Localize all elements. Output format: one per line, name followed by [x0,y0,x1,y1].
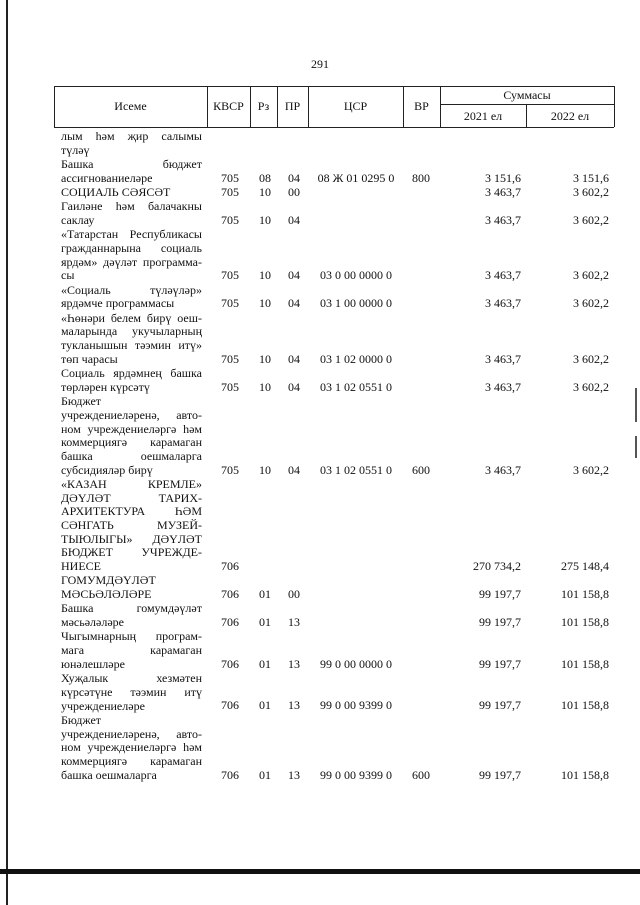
table-row [0,478,640,574]
row-name-line: Чыгымнарның програм- [61,629,202,644]
sum-2022-cell: 101 158,8 [561,615,609,630]
header-year-2022: 2022 ел [550,109,590,123]
row-name-line: «Һөнәри белем бирү оеш- [61,310,202,325]
sum-2021-cell: 3 463,7 [485,379,521,394]
sum-2022-cell: 3 602,2 [573,462,609,477]
pr-cell: 13 [288,698,300,713]
rz-cell: 10 [259,184,271,199]
row-name [61,130,202,157]
row-name-line: төп чарасы [61,351,118,366]
sum-2021-cell: 99 197,7 [479,767,521,782]
csr-cell: 08 Ж 01 0295 0 [317,170,395,185]
header-sums: Суммасы [503,88,551,102]
kvsr-cell: 705 [221,212,239,227]
pr-cell: 00 [288,587,300,602]
row-name-line: ГОМУМДӘҮЛӘТ [61,573,156,588]
kvsr-cell: 705 [221,170,239,185]
row-name-line: төрләрен күрсәтү [61,379,150,394]
sum-2022-cell: 101 158,8 [561,698,609,713]
row-name-line: учреждениеләренә, авто- [61,726,202,741]
csr-cell: 03 1 00 0000 0 [320,296,392,311]
pr-cell: 04 [288,212,300,227]
row-name-line: ДӘҮЛӘТ ТАРИХ- [61,490,202,505]
header-rz: Рз [257,99,270,113]
table-row [0,395,640,477]
header-name: Исеме [114,99,147,113]
row-name-line: ассигнованиеләре [61,170,153,185]
table-row [0,367,640,394]
sum-2022-cell: 3 602,2 [573,212,609,227]
row-name-line: НИЕСЕ [61,559,101,574]
row-name [61,158,202,185]
row-name-line: саклау [61,213,95,227]
table-row [0,672,640,713]
row-name-line: коммерциягә карамаган [61,753,202,768]
kvsr-cell: 705 [221,296,239,311]
kvsr-cell: 705 [221,462,239,477]
row-name [61,602,202,629]
vr-cell: 800 [412,170,430,185]
row-name-line: «Социаль түләүләр» [61,282,202,297]
row-name-line: СОЦИАЛЬ СӘЯСӘТ [61,185,171,199]
pr-cell: 04 [288,268,300,283]
row-name-line: АРХИТЕКТУРА ҺӘМ [61,504,202,519]
pr-cell: 04 [288,462,300,477]
sum-2022-cell: 3 602,2 [573,268,609,283]
sum-2021-cell: 99 197,7 [479,615,521,630]
kvsr-cell: 706 [221,615,239,630]
row-name-line: БЮДЖЕТ УЧРЕЖДЕ- [61,545,202,560]
table-row [0,574,640,601]
sum-2021-cell: 99 197,7 [479,587,521,602]
kvsr-cell: 706 [221,587,239,602]
table-row [0,312,640,367]
sum-2021-cell: 99 197,7 [479,698,521,713]
sum-2022-cell: 101 158,8 [561,587,609,602]
row-name-line: башка оешмаларга [61,767,157,782]
header-year-2021: 2021 ел [463,109,503,123]
table-row [0,714,640,783]
row-name-line: Социаль ярдәмнең башка [61,366,202,381]
row-name [61,574,202,601]
vr-cell: 600 [412,767,430,782]
row-name [61,672,202,713]
rz-cell: 08 [259,170,271,185]
kvsr-cell: 706 [221,698,239,713]
row-name [61,395,202,477]
rz-cell: 10 [259,462,271,477]
sum-2021-cell: 99 197,7 [479,656,521,671]
csr-cell: 99 0 00 0000 0 [320,656,392,671]
row-name [61,284,202,311]
row-name-line: башка оешмаларга [61,448,202,463]
sum-2021-cell: 3 463,7 [485,184,521,199]
sum-2021-cell: 3 151,6 [485,170,521,185]
table-row [0,228,640,283]
pr-cell: 13 [288,656,300,671]
row-name-line: учреждениеләре [61,698,145,713]
row-name-line: Башка гомумдәүләт [61,601,202,616]
row-name [61,714,202,783]
row-name-line: «КАЗАН КРЕМЛЕ» [61,476,202,491]
pr-cell: 04 [288,296,300,311]
csr-cell: 03 0 00 0000 0 [320,268,392,283]
row-name-line: субсидияләр бирү [61,462,153,477]
row-name-line: ярдәмче программасы [61,296,175,311]
sum-2021-cell: 3 463,7 [485,351,521,366]
row-name-line: Бюджет [61,394,102,409]
row-name-line: мага карамаган [61,643,202,658]
row-name-line: Бюджет [61,712,102,727]
table-row [0,284,640,311]
rz-cell: 01 [259,587,271,602]
row-name-line: Башка бюджет [61,157,202,171]
row-name-line: МӘСЬӘЛӘЛӘРЕ [61,587,152,602]
row-name [61,200,202,227]
table-row [0,200,640,227]
sum-2022-cell: 101 158,8 [561,767,609,782]
row-name-line: түләү [61,142,90,157]
sum-2022-cell: 3 151,6 [573,170,609,185]
kvsr-cell: 705 [221,268,239,283]
row-name-line: Хуҗалык хезмәтен [61,671,202,686]
csr-cell: 99 0 00 9399 0 [320,698,392,713]
rz-cell: 10 [259,379,271,394]
page-number: 291 [311,57,329,71]
row-name [61,186,202,200]
row-name [61,478,202,574]
sum-2021-cell: 3 463,7 [485,268,521,283]
kvsr-cell: 705 [221,379,239,394]
sum-2022-cell: 3 602,2 [573,351,609,366]
row-name-line: ном учреждениеләргә һәм [61,740,202,755]
kvsr-cell: 706 [221,656,239,671]
row-name-line: «Татарстан Республикасы [61,227,202,242]
rz-cell: 01 [259,767,271,782]
header-pr: ПР [284,99,301,113]
table-row [0,158,640,185]
row-name [61,367,202,394]
row-name-line: ярдәм» дәүләт программа- [61,254,202,269]
table-row [0,602,640,629]
rz-cell: 10 [259,296,271,311]
header-csr: ЦСР [343,99,368,113]
pr-cell: 04 [288,170,300,185]
table-row [0,630,640,671]
pr-cell: 04 [288,351,300,366]
row-name-line: коммерциягә карамаган [61,435,202,450]
csr-cell: 03 1 02 0551 0 [320,462,392,477]
rz-cell: 01 [259,615,271,630]
rz-cell: 01 [259,656,271,671]
row-name [61,630,202,671]
table-row [0,130,640,157]
kvsr-cell: 706 [221,559,239,574]
header-vr: ВР [414,99,429,113]
row-name-line: сы [61,268,75,283]
row-name [61,312,202,367]
csr-cell: 03 1 02 0551 0 [320,379,392,394]
sum-2022-cell: 3 602,2 [573,296,609,311]
row-name-line: маларында укучыларның [61,324,202,339]
sum-2022-cell: 3 602,2 [573,379,609,394]
row-name-line: күрсәтүне тәэмин итү [61,684,202,699]
rz-cell: 10 [259,351,271,366]
sum-2022-cell: 101 158,8 [561,656,609,671]
sum-2021-cell: 3 463,7 [485,462,521,477]
sum-2022-cell: 275 148,4 [561,559,609,574]
row-name-line: юнәлешләре [61,656,125,671]
pr-cell: 04 [288,379,300,394]
page-bottom-edge [0,869,640,874]
row-name-line: учреждениеләренә, авто- [61,407,202,422]
rz-cell: 10 [259,268,271,283]
row-name-line: ном учреждениеләргә һәм [61,421,202,436]
sum-2021-cell: 270 734,2 [473,559,521,574]
row-name-line: Гаиләне һәм балачакны [61,199,202,214]
table-row [0,186,640,200]
rz-cell: 01 [259,698,271,713]
row-name-line: мәсьәләләре [61,615,124,630]
vr-cell: 600 [412,462,430,477]
sum-2021-cell: 3 463,7 [485,212,521,227]
csr-cell: 99 0 00 9399 0 [320,767,392,782]
row-name-line: лым һәм җир салымы [61,129,202,143]
csr-cell: 03 1 02 0000 0 [320,351,392,366]
row-name [61,228,202,283]
rz-cell: 10 [259,212,271,227]
kvsr-cell: 706 [221,767,239,782]
pr-cell: 13 [288,767,300,782]
kvsr-cell: 705 [221,351,239,366]
pr-cell: 00 [288,184,300,199]
sum-2021-cell: 3 463,7 [485,296,521,311]
row-name-line: ТЫЮЛЫГЫ» ДӘҮЛӘТ [61,531,202,546]
row-name-line: гражданнарына социаль [61,241,202,255]
row-name-line: тукланышын тәэмин итү» [61,338,202,353]
row-name-line: СӘНГАТЬ МУЗЕЙ- [61,518,202,532]
kvsr-cell: 705 [221,184,239,199]
pr-cell: 13 [288,615,300,630]
header-kvsr: КВСР [213,99,244,113]
sum-2022-cell: 3 602,2 [573,184,609,199]
